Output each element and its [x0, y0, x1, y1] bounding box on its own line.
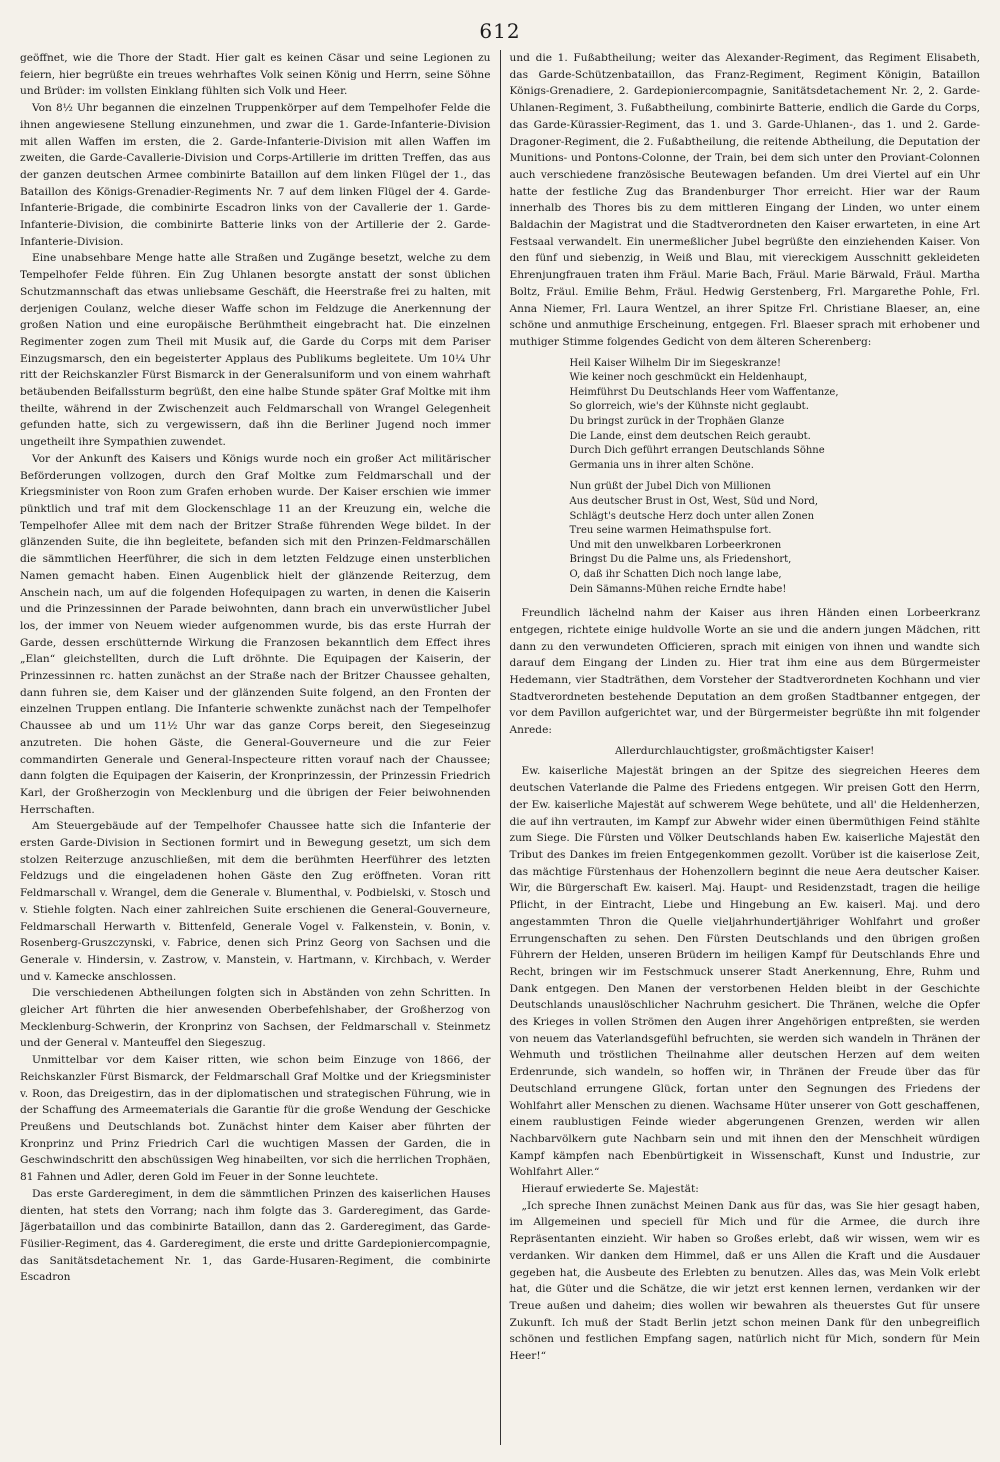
paragraph: Das erste Garderegiment, in dem die sämmtlichen Prinzen des kaiserlichen Hauses dienten, hat stets den Vorrang; nach ihm folgte das 3. Garderegiment, das Garde-Jägerbataillon und das combinirte Bataillon, dann das 2. Garderegiment, das Garde-Füsilier-Regiment, das 4. Garderegiment, die erste und dritte Gardepioniercompagnie, das Sanitätsdetachement Nr. 1, das Garde-Husaren-Regiment, die combinirte Escadron — [20, 1187, 491, 1284]
page-number: 612 — [479, 19, 521, 43]
paragraph: Freundlich lächelnd nahm der Kaiser aus ihren Händen einen Lorbeerkranz entgegen, richtete einige huldvolle Worte an sie und die andern jungen Mädchen, ritt dann zu den verwundeten Officieren, sprach mit einigen von ihnen und wandte sich darauf dem Eingang der Linden zu. Hier trat ihm eine aus dem Bürgermeister Hedemann, vier Stadträthen, dem Vorsteher der Stadtverordneten Kochhann und vier Stadtverordneten bestehende Deputation an dem großen Stadtbanner entgegen, der vor dem Pavillon aufgerichtet war, und der Bürgermeister begrüßte ihn mit folgender Anrede: — [509, 607, 980, 737]
poem-line: Und mit den unwelkbaren Lorbeerkronen — [569, 539, 782, 551]
poem-line: Du bringst zurück in der Trophäen Glanze — [569, 416, 785, 428]
right-column — [501, 50, 981, 1445]
address-heading: Allerdurchlauchtigster, großmächtigster Kaiser! — [615, 744, 875, 757]
poem-line: Heil Kaiser Wilhelm Dir im Siegeskranze! — [569, 357, 781, 369]
poem-stanza-1 — [570, 357, 981, 474]
poem-line: Bringst Du die Palme uns, als Friedenshort, — [569, 554, 792, 566]
poem-line: O, daß ihr Schatten Dich noch lange labe, — [569, 568, 782, 580]
poem — [570, 357, 981, 598]
paragraph: und die 1. Fußabtheilung; weiter das Alexander-Regiment, das Regiment Elisabeth, das Garde-Schützenbataillon, das Franz-Regiment, Regiment Königin, Bataillon Königs-Grenadiere, 2. Gardepioniercompagnie, Sanitätsdetachement Nr. 2, 2. Garde-Uhlanen-Regiment, 3. Fußabtheilung, combinirte Batterie, endlich die Garde du Corps, das Garde-Kürassier-Regiment, das 1. und 3. Garde-Uhlanen-, das 1. und 2. Garde-Dragoner-Regiment, die 2. Fußabtheilung, die reitende Abtheilung, die Deputation der Munitions- und Pontons-Colonne, der Train, bei dem sich unter den Proviant-Colonnen auch verschiedene französische Beutewagen befanden. Um drei Viertel auf ein Uhr hatte der festliche Zug das Brandenburger Thor erreicht. Hier war der Raum innerhalb des Thores bis zu dem mittleren Eingang der Linden, wo unter einem Baldachin der Magistrat und die Stadtverordneten den Kaiser erwarteten, in eine Art Festsaal verwandelt. Ein unermeßlicher Jubel begrüßte den einziehenden Kaiser. Von den fünf und siebenzig, in Weiß und Blau, mit viereckigem Ausschnitt gekleideten Ehrenjungfrauen traten ihm Fräul. Marie Bach, Fräul. Marie Bärwald, Fräul. Martha Boltz, Fräul. Emilie Behm, Fräul. Hedwig Gerstenberg, Frl. Margarethe Pohle, Frl. Anna Niemer, Frl. Laura Wentzel, an ihrer Spitze Frl. Christiane Blaeser, an, eine schöne und anmuthige Erscheinung, entgegen. Frl. Blaeser sprach mit erhobener und muthiger Stimme folgendes Gedicht von dem älteren Scherenberg: — [509, 52, 980, 348]
poem-line: Durch Dich geführt errangen Deutschlands Söhne — [569, 445, 825, 457]
poem-line: Heimführst Du Deutschlands Heer vom Waffentanze, — [569, 386, 839, 398]
poem-line: Germania uns in ihrer alten Schöne. — [569, 459, 754, 471]
paragraph: Hierauf erwiederte Se. Majestät: — [521, 1183, 699, 1196]
paragraph: Am Steuergebäude auf der Tempelhofer Chaussee hatte sich die Infanterie der ersten Garde-Division in Sectionen formirt und in Bewegung gesetzt, um sich dem stolzen Reiterzuge anzuschließen, mit dem die berühmten Heerführer des letzten Feldzugs und die eingeladenen hohen Gäste den Zug eröffneten. Voran ritt Feldmarschall v. Wrangel, dem die Generale v. Blumenthal, v. Podbielski, v. Stosch und v. Stiehle folgten. Nach einer zahlreichen Suite erschienen die General-Gouverneure, Feldmarschall Herwarth v. Bittenfeld, Generale Vogel v. Falkenstein, v. Bonin, v. Rosenberg-Gruszczynski, v. Fabrice, denen sich Prinz Georg von Sachsen und die Generale v. Hindersin, v. Zastrow, v. Manstein, v. Hartmann, v. Kirchbach, v. Werder und v. Kamecke anschlossen. — [20, 820, 491, 983]
poem-line: Die Lande, einst dem deutschen Reich geraubt. — [569, 430, 811, 442]
paragraph: Eine unabsehbare Menge hatte alle Straßen und Zugänge besetzt, welche zu dem Tempelhofer Felde führen. Ein Zug Uhlanen besorgte anstatt der sonst üblichen Schutzmannschaft das etwas unliebsame Geschäft, die Heerstraße frei zu halten, mit derjenigen Coulanz, welche dieser Waffe schon im Feldzuge die Anerkennung der großen Nation und eine europäische Berühmtheit eingebracht hat. Die einzelnen Regimenter zogen zum Theil mit Musik auf, die Garde du Corps mit dem Pariser Einzugsmarsch, den ein begeisterter Applaus des Publikums begleitete. Um 10¼ Uhr ritt der Reichskanzler Fürst Bismarck in der Generalsuniform und von einem wahrhaft betäubenden Beifallssturm begrüßt, den eine halbe Stunde später Graf Moltke mit ihm theilte, während in der Zwischenzeit auch Feldmarschall von Wrangel Gelegenheit gefunden hatte, sich zu vergewissern, daß ihn die Berliner Jugend noch immer ungetheilt ihre Sympathien zuwendet. — [20, 252, 491, 449]
left-column — [20, 50, 500, 1445]
paragraph: Ew. kaiserliche Majestät bringen an der Spitze des siegreichen Heeres dem deutschen Vaterlande die Palme des Friedens entgegen. Wir preisen Gott den Herrn, der Ew. kaiserliche Majestät auf schwerem Wege behütete, und all' die Heldenherzen, die auf ihn vertrauten, im Kampf zur Abwehr wider einen übermüthigen Feind stählte zum Siege. Die Fürsten und Völker Deutschlands haben Ew. kaiserliche Majestät den Tribut des Dankes im freien Entgegenkommen gezollt. Vorüber ist die kaiserlose Zeit, das mächtige Fürstenhaus der Hohenzollern beginnt die neue Aera deutscher Kaiser. Wir, die Bürgerschaft Ew. kaiserl. Maj. Haupt- und Residenzstadt, tragen die heilige Pflicht, in der Eintracht, Liebe und Hingebung an Ew. kaiserl. Maj. und dero angestammten Thron die Quelle vieljahrhundertjähriger Wohlfahrt und großer Errungenschaften zu sehen. Den Fürsten Deutschlands und den übrigen großen Führern der Helden, unseren Brüdern im heiligen Kampf für Deutschlands Ehre und Recht, bringen wir im Festschmuck unserer Stadt Anerkennung, Ehre, Ruhm und Dank entgegen. Den Manen der verstorbenen Helden bleibt in der Geschichte Deutschlands unauslöschlicher Nachruhm gesichert. Die Thränen, welche die Opfer des Krieges in vollen Strömen den Augen ihrer Angehörigen entpreßten, sie werden von neuem das Vaterlandsgefühl befruchten, sie werden sich wandeln in Thränen der Wehmuth und tröstlichen Theilnahme aller deutschen Herzen auf dem weiten Erdenrunde, sich wandeln, so hoffen wir, in Thränen der Freude über das für Deutschland errungene Glück, fortan unter den Segnungen des Friedens der Wohlfahrt aller Menschen zu dienen. Wachsame Hüter unserer von Gott geschaffenen, einem raublustigen Feinde wieder abgerungenen Grenzen, werden wir allen Nachbarvölkern gute Nachbarn sein und mit ihnen den der Menschheit würdigen Kampf kämpfen nach Ebenbürtigkeit in Wissenschaft, Kunst und Industrie, zur Wohlfahrt Aller.“ — [509, 765, 980, 1179]
poem-line: Treu seine warmen Heimathspulse fort. — [569, 525, 772, 537]
two-column-body — [20, 50, 980, 1445]
poem-line: Wie keiner noch geschmückt ein Heldenhaupt, — [569, 372, 808, 384]
paragraph: Von 8½ Uhr begannen die einzelnen Truppenkörper auf dem Tempelhofer Felde die ihnen angewiesene Stellung einzunehmen, und zwar die 1. Garde-Infanterie-Division mit allen Waffen im ersten, die 2. Garde-Infanterie-Division mit allen Waffen im zweiten, die Garde-Cavallerie-Division und Corps-Artillerie im dritten Treffen, das aus der ganzen deutschen Armee combinirte Bataillon auf dem linken Flügel der 1., das Bataillon des Königs-Grenadier-Regiments Nr. 7 auf dem linken Flügel der 4. Garde-Infanterie-Brigade, die combinirte Escadron links von der Cavallerie der 1. Garde-Infanterie-Division, die combinirte Batterie links von der Artillerie der 2. Garde-Infanterie-Division. — [20, 102, 491, 248]
paragraph: Vor der Ankunft des Kaisers und Königs wurde noch ein großer Act militärischer Beförderungen vollzogen, durch den Graf Moltke zum Feldmarschall und der Kriegsminister von Roon zum Grafen erhoben wurde. Der Kaiser erschien wie immer pünktlich und traf mit dem Glockenschlage 11 an der Kreuzung ein, welche die Tempelhofer Allee mit dem nach der Britzer Straße führenden Wege bildet. In der glänzenden Suite, die ihn begleitete, befanden sich mit den Prinzen-Feldmarschällen die sämmtlichen Heerführer, die sich in dem letzten Feldzuge einen unsterblichen Namen gemacht haben. Einen Augenblick hielt der glänzende Reiterzug, dem Anschein nach, um auf die folgenden Hofequipagen zu warten, in denen die Kaiserin und die Prinzessinnen der Parade beiwohnten, dann brach ein unverwüstlicher Jubel los, der immer von Neuem wieder aufgenommen wurde, bis das erste Hurrah der Garde, dessen erschütternde Wirkung die Franzosen bekanntlich dem Effect ihres „Elan“ gleichstellten, durch die Luft dröhnte. Die Equipagen der Kaiserin, der Prinzessinnen rc. hatten zunächst an der Straße nach der Britzer Chaussee gehalten, dann fuhren sie, dem Kaiser und der glänzenden Suite folgend, an den Fronten der einzelnen Truppen entlang. Die Infanterie schwenkte zunächst nach der Tempelhofer Chaussee ab und um 11½ Uhr war das ganze Corps bereit, den Siegeseinzug anzutreten. Die hohen Gäste, die General-Gouverneure und die zur Feier commandirten Generale und General-Inspecteure ritten vorauf nach der Chaussee; dann folgten die Equipagen der Kaiserin, der Kronprinzessin, der Prinzessin Friedrich Karl, der Großherzogin von Mecklenburg und die übrigen der Feier beiwohnenden Herrschaften. — [20, 452, 491, 816]
paragraph: geöffnet, wie die Thore der Stadt. Hier galt es keinen Cäsar und seine Legionen zu feiern, hier begrüßte ein treues wehrhaftes Volk seinen König und Herrn, seine Söhne und Brüder: im vollsten Einklang fühlten sich Volk und Heer. — [20, 52, 491, 98]
paragraph: „Ich spreche Ihnen zunächst Meinen Dank aus für das, was Sie hier gesagt haben, im Allgemeinen und speciell für Mich und für die Armee, die durch ihre Repräsentanten einzieht. Wir haben so Großes erlebt, daß wir wissen, wem wir es verdanken. Wir danken dem Himmel, daß er uns Allen die Kraft und die Ausdauer gegeben hat, die Ausbeute des Erlebten zu benutzen. Alles das, was Mein Volk erlebt hat, die Güter und die Schätze, die wir jetzt erst kennen lernen, verdanken wir der Treue außen und daheim; dies wollen wir bewahren als theuerstes Gut für unsere Zukunft. Ich muß der Stadt Berlin jetzt schon meinen Dank für den unbegreiflich schönen und festlichen Empfang sagen, natürlich nicht für Mich, sondern für Mein Heer!“ — [509, 1199, 980, 1363]
poem-stanza-2 — [570, 480, 981, 597]
poem-line: Schlägt's deutsche Herz doch unter allen Zonen — [569, 510, 815, 522]
poem-line: Aus deutscher Brust in Ost, West, Süd und Nord, — [569, 496, 819, 507]
paragraph: Die verschiedenen Abtheilungen folgten sich in Abständen von zehn Schritten. In gleicher Art führten die hier anwesenden Oberbefehlshaber, der Großherzog von Mecklenburg-Schwerin, der Kronprinz von Sachsen, der Feldmarschall v. Steinmetz und der General v. Manteuffel den Siegeszug. — [20, 987, 491, 1050]
poem-line: So glorreich, wie's der Kühnste nicht geglaubt. — [569, 401, 809, 413]
poem-line: Nun grüßt der Jubel Dich von Millionen — [569, 481, 771, 493]
poem-line: Dein Sämanns-Mühen reiche Erndte habe! — [569, 583, 787, 595]
paragraph: Unmittelbar vor dem Kaiser ritten, wie schon beim Einzuge von 1866, der Reichskanzler Fürst Bismarck, der Feldmarschall Graf Moltke und der Kriegsminister v. Roon, das Dreigestirn, das in der diplomatischen und strategischen Führung, wie in der Schaffung des Armeematerials die Garantie für die große Wendung der Geschicke Preußens und Deutschlands bot. Zunächst hinter dem Kaiser aber führten der Kronprinz und Prinz Friedrich Carl die wuchtigen Massen der Garden, die in Geschwindschritt den abschüssigen Weg hinabeilten, vor sich die herrlichen Trophäen, 81 Fahnen und Adler, deren Gold im Feuer in der Sonne leuchtete. — [20, 1054, 491, 1184]
